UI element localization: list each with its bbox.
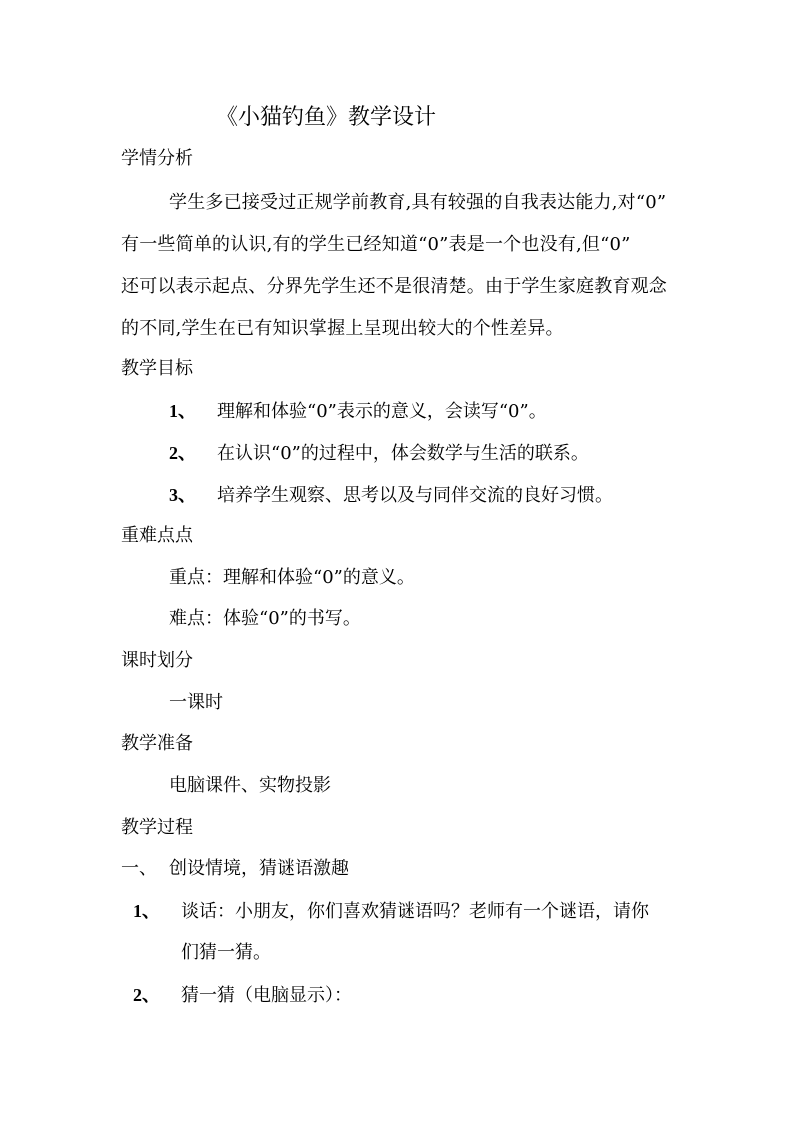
list-item <box>169 399 547 424</box>
list-number: 2、 <box>133 985 160 1005</box>
list-text: 谈话：小朋友，你们喜欢猜谜语吗？老师有一个谜语，请你 <box>181 901 649 922</box>
section-heading-preparation: 教学准备 <box>121 733 193 754</box>
list-number: 3、 <box>169 485 196 505</box>
list-number: 1、 <box>133 901 160 921</box>
list-number: 2、 <box>169 443 196 463</box>
paragraph-line: 的不同,学生在已有知识掌握上呈现出较大的个性差异。 <box>121 318 564 339</box>
list-text: 培养学生观察、思考以及与同伴交流的良好习惯。 <box>217 485 613 506</box>
list-text: 在认识“0”的过程中，体会数学与生活的联系。 <box>217 443 589 464</box>
preparation-text: 电脑课件、实物投影 <box>169 775 331 796</box>
process-item <box>133 899 649 924</box>
list-text: 猜一猜（电脑显示）： <box>181 985 352 1006</box>
section-heading-goals: 教学目标 <box>121 358 193 379</box>
paragraph-line: 有一些简单的认识,有的学生已经知道“0”表是一个也没有,但“0” <box>121 234 631 255</box>
process-step <box>121 857 349 881</box>
paragraph-line: 学生多已接受过正规学前教育,具有较强的自我表达能力,对“0” <box>169 192 667 213</box>
section-heading-process: 教学过程 <box>121 817 193 838</box>
step-text: 创设情境，猜谜语激趣 <box>169 858 349 879</box>
process-item-continuation: 们猜一猜。 <box>181 942 271 963</box>
list-number: 1、 <box>169 401 196 421</box>
difficult-point-text: 难点：体验“0”的书写。 <box>169 608 361 629</box>
paragraph-line: 还可以表示起点、分界先学生还不是很清楚。由于学生家庭教育观念 <box>121 276 667 297</box>
list-item <box>169 441 589 466</box>
schedule-text: 一课时 <box>169 692 223 713</box>
step-number: 一、 <box>121 858 157 879</box>
section-heading-schedule: 课时划分 <box>121 650 193 671</box>
list-text: 理解和体验“0”表示的意义，会读写“0”。 <box>217 401 547 422</box>
list-item <box>169 483 613 508</box>
process-item <box>133 983 352 1008</box>
key-point-text: 重点：理解和体验“0”的意义。 <box>169 567 415 588</box>
section-heading-key-points: 重难点点 <box>121 525 193 546</box>
document-title: 《小猫钓鱼》教学设计 <box>216 105 437 130</box>
section-heading-analysis: 学情分析 <box>121 148 193 169</box>
